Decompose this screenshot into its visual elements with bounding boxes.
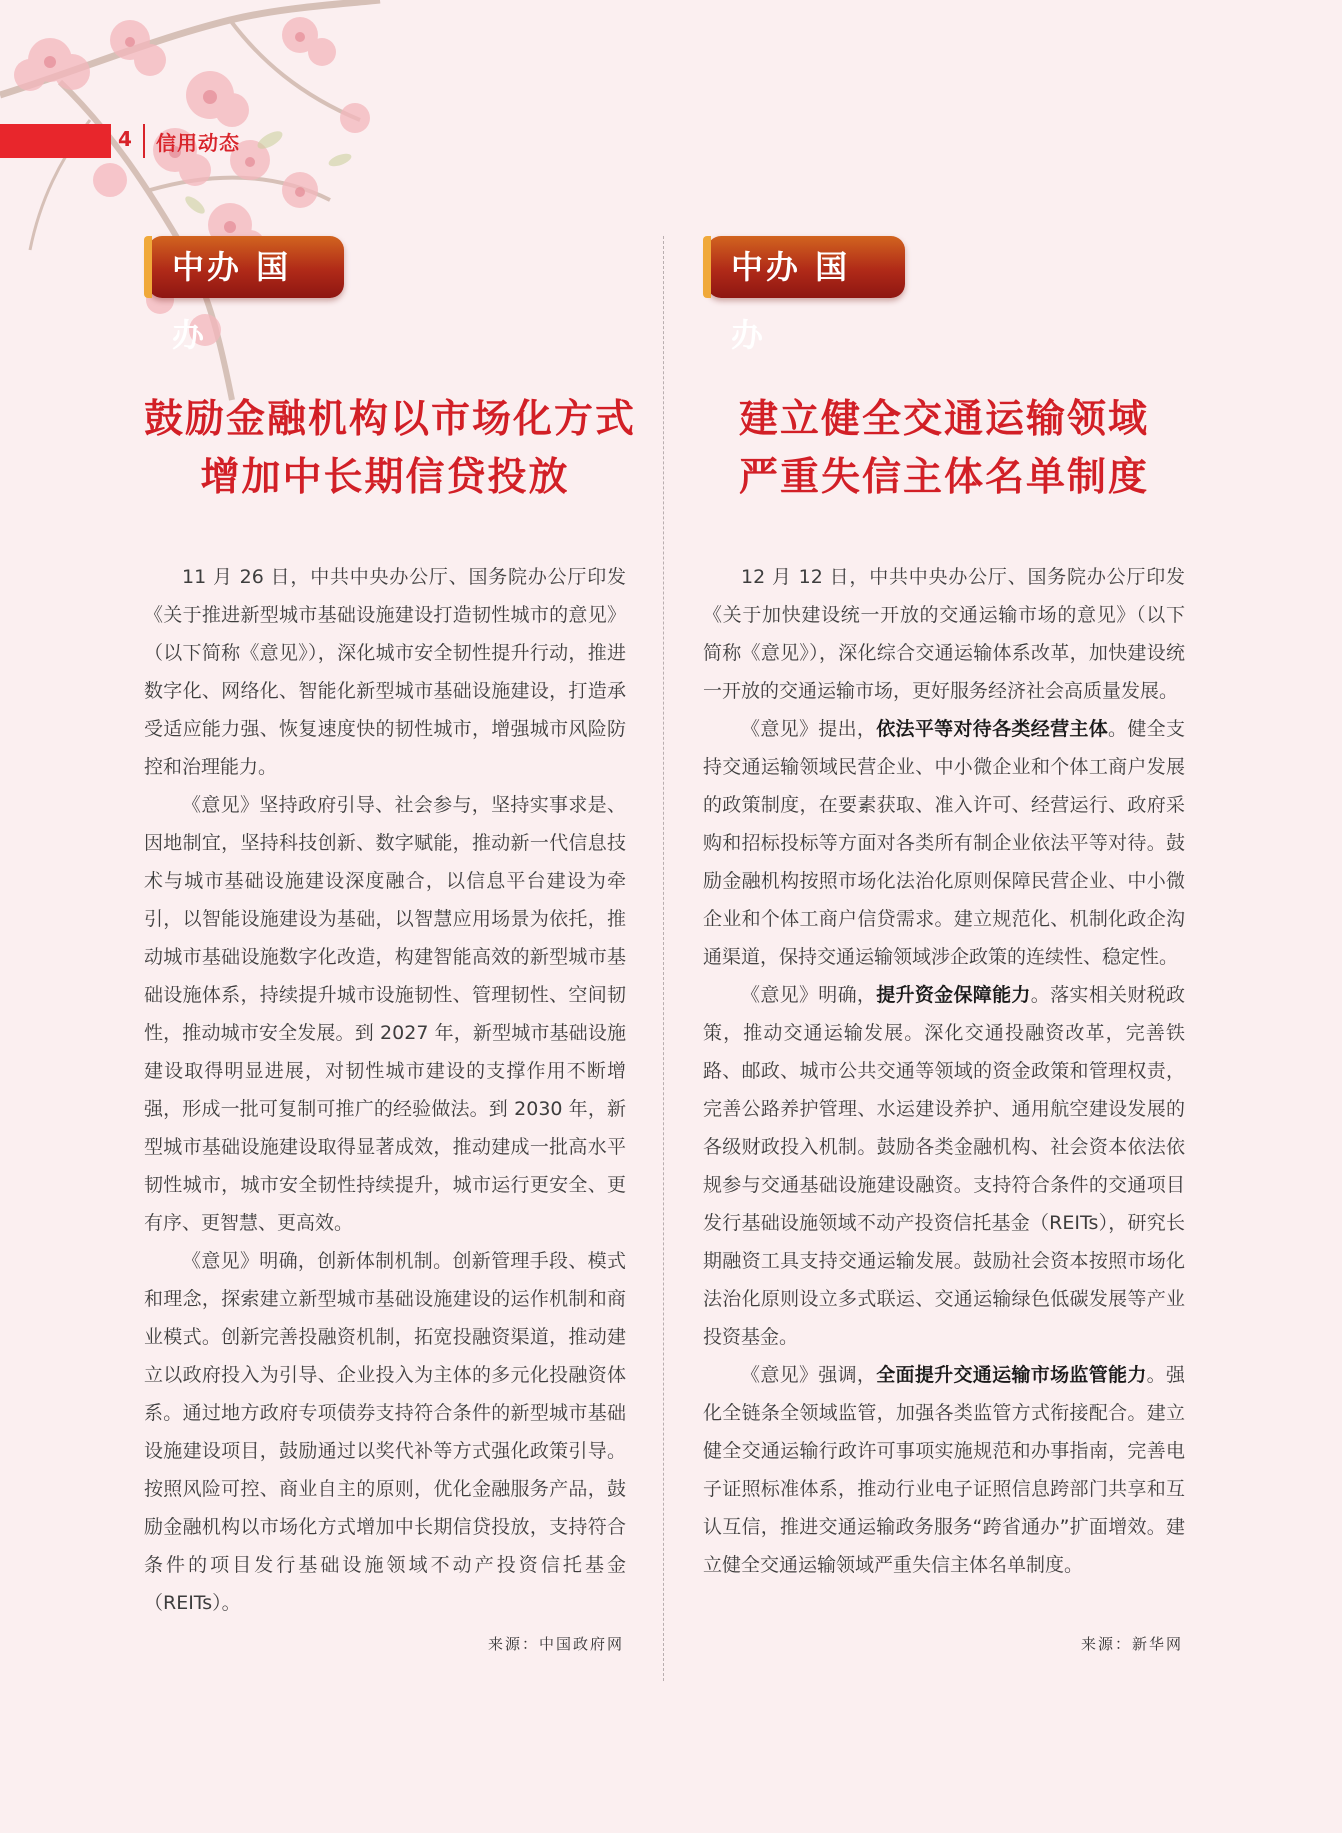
article-paragraph	[144, 558, 626, 786]
paragraph-text: 11 月 26 日，中共中央办公厅、国务院办公厅印发《关于推进新型城市基础设施建设打造韧性城市的意见》（以下简称《意见》），深化城市安全韧性提升行动，推进数字化、网络化、智能化新型城市基础设施建设，打造承受适应能力强、恢复速度快的韧性城市，增强城市风险防控和治理能力。	[144, 566, 626, 778]
page-number: 4	[118, 127, 132, 151]
article-body	[144, 558, 626, 1622]
column-divider	[663, 236, 664, 1681]
badge-label: 中办 国办	[172, 248, 292, 354]
badge-label: 中办 国办	[731, 248, 851, 354]
bold-emphasis: 提升资金保障能力	[876, 984, 1031, 1006]
paragraph-text: 。强化全链条全领域监管，加强各类监管方式衔接配合。建立健全交通运输行政许可事项实施规范和办事指南，完善电子证照标准体系，推动行业电子证照信息跨部门共享和互认互信，推进交通运输政务服务“跨省通办”扩面增效。建立健全交通运输领域严重失信主体名单制度。	[703, 1364, 1185, 1576]
headline-line: 严重失信主体名单制度	[738, 454, 1149, 500]
article-headline	[144, 390, 637, 506]
article-paragraph	[703, 1356, 1185, 1584]
bold-emphasis: 依法平等对待各类经营主体	[876, 718, 1109, 740]
article-paragraph	[144, 786, 626, 1242]
bold-emphasis: 全面提升交通运输市场监管能力	[876, 1364, 1147, 1386]
section-title: 信用动态	[156, 131, 240, 155]
paragraph-text: 。落实相关财税政策，推动交通运输发展。深化交通投融资改革，完善铁路、邮政、城市公共交通等领域的资金政策和管理权责，完善公路养护管理、水运建设养护、通用航空建设发展的各级财政投入机制。鼓励各类金融机构、社会资本依法依规参与交通基础设施建设融资。支持符合条件的交通项目发行基础设施领域不动产投资信托基金（REITs），研究长期融资工具支持交通运输发展。鼓励社会资本按照市场化法治化原则设立多式联运、交通运输绿色低碳发展等产业投资基金。	[703, 984, 1185, 1348]
paragraph-text: 《意见》强调，	[741, 1364, 877, 1386]
article-paragraph	[703, 710, 1185, 976]
article-headline	[703, 390, 1185, 506]
paragraph-text: 12 月 12 日，中共中央办公厅、国务院办公厅印发《关于加快建设统一开放的交通运输市场的意见》（以下简称《意见》），深化综合交通运输体系改革，加快建设统一开放的交通运输市场，更好服务经济社会高质量发展。	[703, 566, 1185, 702]
headline-line: 增加中长期信贷投放	[200, 454, 570, 500]
article-body	[703, 558, 1185, 1584]
article-left	[144, 236, 637, 1622]
source-credit: 来源：新华网	[1080, 1635, 1183, 1653]
source-credit: 来源：中国政府网	[487, 1635, 624, 1653]
article-paragraph	[703, 976, 1185, 1356]
paragraph-text: 《意见》提出，	[741, 718, 877, 740]
header-accent-bar	[0, 124, 111, 158]
article-badge	[707, 236, 905, 354]
paragraph-text: 《意见》明确，	[741, 984, 877, 1006]
article-badge	[148, 236, 344, 354]
article-right	[703, 236, 1185, 1584]
paragraph-text: 《意见》明确，创新体制机制。创新管理手段、模式和理念，探索建立新型城市基础设施建设的运作机制和商业模式。创新完善投融资机制，拓宽投融资渠道，推动建立以政府投入为引导、企业投入为主体的多元化投融资体系。通过地方政府专项债券支持符合条件的新型城市基础设施建设项目，鼓励通过以奖代补等方式强化政策引导。按照风险可控、商业自主的原则，优化金融服务产品，鼓励金融机构以市场化方式增加中长期信贷投放，支持符合条件的项目发行基础设施领域不动产投资信托基金（REITs）。	[144, 1250, 626, 1614]
headline-line: 建立健全交通运输领域	[738, 396, 1149, 442]
headline-line: 鼓励金融机构以市场化方式	[144, 396, 637, 442]
header-divider	[143, 124, 145, 158]
paragraph-text: 《意见》坚持政府引导、社会参与，坚持实事求是、因地制宜，坚持科技创新、数字赋能，推动新一代信息技术与城市基础设施建设深度融合，以信息平台建设为牵引，以智能设施建设为基础，以智慧应用场景为依托，推动城市基础设施数字化改造，构建智能高效的新型城市基础设施体系，持续提升城市设施韧性、管理韧性、空间韧性，推动城市安全发展。到 2027 年，新型城市基础设施建设取得明显进展，对韧性城市建设的支撑作用不断增强，形成一批可复制可推广的经验做法。到 2030 年，新型城市基础设施建设取得显著成效，推动建成一批高水平韧性城市，城市安全韧性持续提升，城市运行更安全、更有序、更智慧、更高效。	[144, 794, 626, 1234]
article-paragraph	[703, 558, 1185, 710]
article-paragraph	[144, 1242, 626, 1622]
paragraph-text: 。健全支持交通运输领域民营企业、中小微企业和个体工商户发展的政策制度，在要素获取、准入许可、经营运行、政府采购和招标投标等方面对各类所有制企业依法平等对待。鼓励金融机构按照市场化法治化原则保障民营企业、中小微企业和个体工商户信贷需求。建立规范化、机制化政企沟通渠道，保持交通运输领域涉企政策的连续性、稳定性。	[703, 718, 1185, 968]
